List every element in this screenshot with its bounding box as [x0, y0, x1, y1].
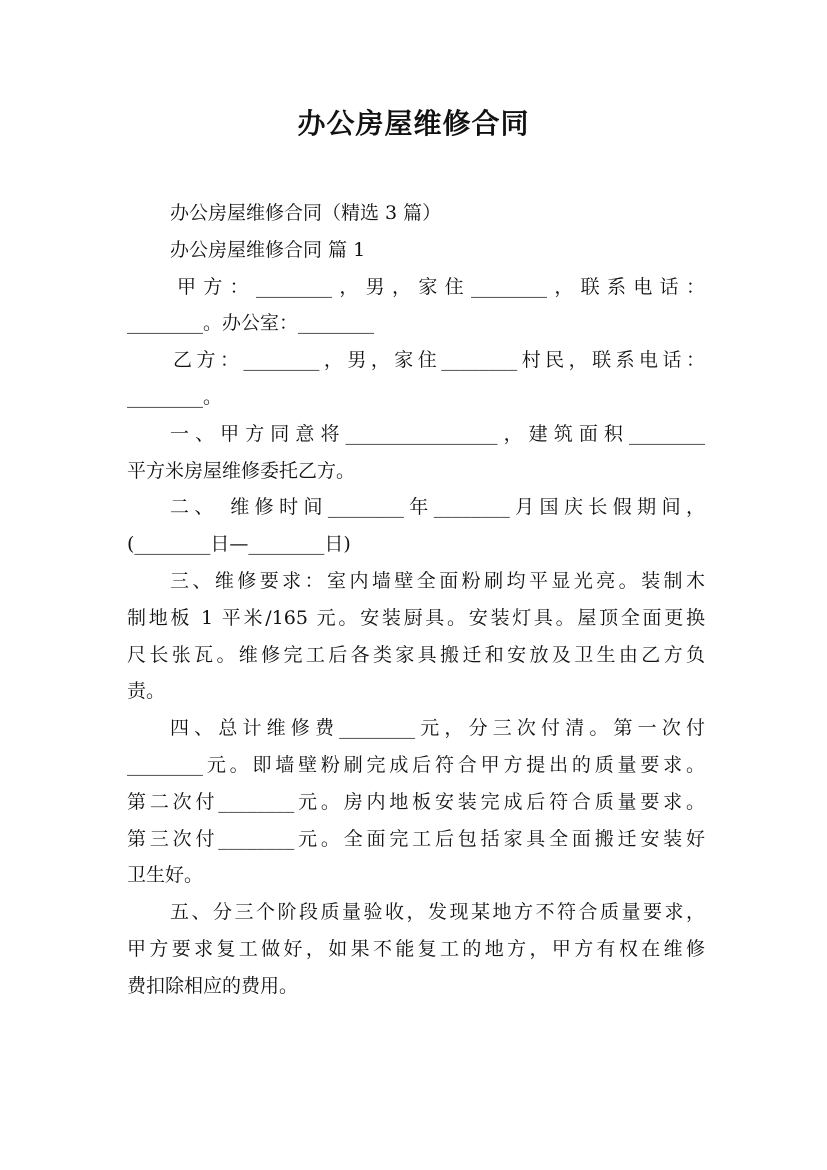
document-body — [127, 195, 705, 1005]
clause-1-cont-line: 平方米房屋维修委托乙方。 — [127, 459, 356, 482]
clause-5-line: 五、分三个阶段质量验收，发现某地方不符合质量要求， — [170, 901, 705, 924]
subtitle-line: 办公房屋维修合同（精选 3 篇） — [170, 202, 442, 224]
clause-5-line-2: 甲方要求复工做好，如果不能复工的地方，甲方有权在维修 — [127, 937, 705, 960]
clause-3-line-3: 尺长张瓦。维修完工后各类家具搬迁和安放及卫生由乙方负 — [127, 643, 705, 666]
party-a-line: 甲方：________，男，家住________，联系电话： — [177, 275, 705, 298]
document-title: 办公房屋维修合同 — [297, 107, 530, 140]
section-heading: 办公房屋维修合同 篇 1 — [170, 238, 366, 261]
clause-4-line: 四、总计维修费________元，分三次付清。第一次付 — [170, 717, 705, 740]
clause-3-line: 三、维修要求：室内墙壁全面粉刷均平显光亮。装制木 — [170, 569, 705, 592]
party-b-line: 乙方：________，男，家住________村民，联系电话： — [173, 349, 705, 372]
clause-4-line-5: 卫生好。 — [127, 864, 204, 887]
clause-3-line-4: 责。 — [127, 680, 166, 703]
party-a-office-line: ________。办公室：________ — [127, 312, 375, 335]
clause-2-cont-line: (________日—________日) — [127, 533, 351, 556]
clause-3-line-2: 制地板 1 平米/165 元。安装厨具。安装灯具。屋顶全面更换 — [127, 606, 705, 629]
clause-1-line: 一、甲方同意将________________，建筑面积________ — [170, 422, 705, 445]
clause-2-line: 二、 维修时间________年________月国庆长假期间， — [170, 496, 705, 519]
clause-4-line-4: 第三次付________元。全面完工后包括家具全面搬迁安装好 — [127, 827, 705, 850]
clause-4-line-2: ________元。即墙壁粉刷完成后符合甲方提出的质量要求。 — [127, 753, 705, 776]
party-b-cont-line: ________。 — [127, 385, 223, 408]
clause-4-line-3: 第二次付________元。房内地板安装完成后符合质量要求。 — [127, 790, 705, 813]
clause-5-line-3: 费扣除相应的费用。 — [127, 974, 299, 997]
